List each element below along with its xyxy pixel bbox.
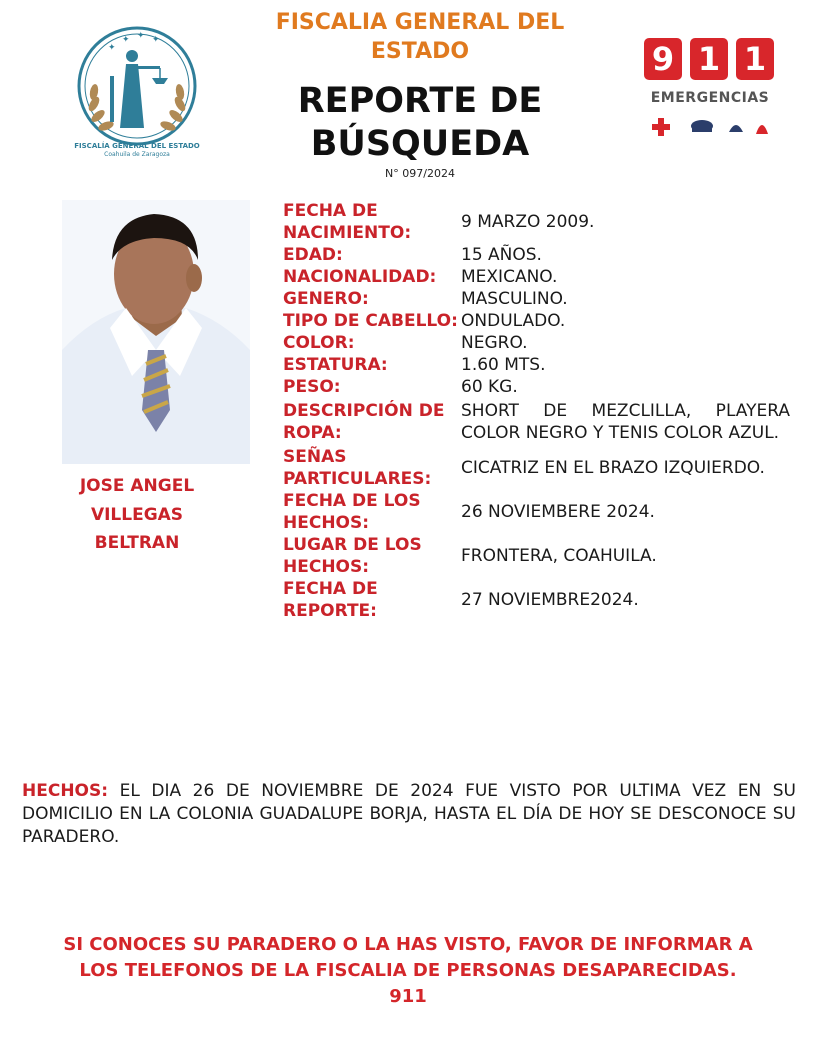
detail-label: FECHA DE NACIMIENTO:: [283, 201, 412, 243]
detail-row-height: [283, 354, 790, 376]
detail-value: 60 KG.: [461, 377, 518, 397]
detail-row-nationality: [283, 266, 790, 288]
detail-value: 27 NOVIEMBRE2024.: [461, 590, 639, 610]
detail-value: 15 AÑOS.: [461, 245, 542, 265]
fiscalia-logo: [70, 18, 204, 168]
detail-label: SEÑAS PARTICULARES:: [283, 447, 432, 489]
detail-value: MEXICANO.: [461, 267, 558, 287]
missing-person-photo: [62, 200, 250, 464]
detail-value: CICATRIZ EN EL BRAZO IZQUIERDO.: [461, 458, 765, 478]
page-title: [250, 80, 590, 166]
svg-text:✦: ✦: [122, 35, 130, 45]
svg-text:✦: ✦: [137, 31, 145, 41]
detail-label: ESTATURA:: [283, 355, 388, 375]
hechos-paragraph: [22, 780, 796, 849]
emergency-911-logo: [644, 38, 778, 138]
fire-helmet-icon: [756, 125, 768, 134]
detail-row-event-date: [283, 490, 790, 534]
rescue-helmet-icon: [729, 125, 743, 132]
detail-value: 9 MARZO 2009.: [461, 212, 595, 232]
hechos-label: HECHOS:: [22, 781, 109, 801]
detail-row-age: [283, 244, 790, 266]
detail-row-color: [283, 332, 790, 354]
title-line1: REPORTE DE: [297, 81, 543, 121]
detail-label: LUGAR DE LOS HECHOS:: [283, 535, 422, 577]
emergencias-label: EMERGENCIAS: [650, 90, 770, 106]
red-cross-icon: [652, 118, 670, 136]
detail-label: GENERO:: [283, 289, 369, 309]
hechos-text: EL DIA 26 DE NOVIEMBRE DE 2024 FUE VISTO POR ULTIMA VEZ EN SU DOMICILIO EN LA COLONIA GUADALUPE BORJA, HASTA EL DÍA DE HOY SE DESCONOCE SU PARADERO.: [22, 781, 796, 847]
person-details-table: [283, 200, 790, 622]
detail-label: NACIONALIDAD:: [283, 267, 437, 287]
detail-label: COLOR:: [283, 333, 355, 353]
cta-line1: SI CONOCES SU PARADERO O LA HAS VISTO, FAVOR DE INFORMAR A: [63, 934, 753, 955]
detail-value: 1.60 MTS.: [461, 355, 546, 375]
cta-phone: 911: [389, 986, 427, 1007]
detail-label: FECHA DE LOS HECHOS:: [283, 491, 421, 533]
organization-line1: FISCALIA GENERAL DEL: [275, 10, 565, 35]
svg-text:✦: ✦: [108, 43, 116, 53]
detail-value: 26 NOVIEMBERE 2024.: [461, 502, 655, 522]
detail-value: MASCULINO.: [461, 289, 568, 309]
digit-9: 9: [644, 38, 682, 80]
fiscalia-logo-line2: Coahuila de Zaragoza: [104, 151, 170, 158]
detail-row-report-date: [283, 578, 790, 622]
fiscalia-logo-line1: FISCALÍA GENERAL DEL ESTADO: [74, 142, 200, 150]
svg-text:✦: ✦: [152, 35, 160, 45]
digit-1b: 1: [736, 38, 774, 80]
emergency-services-icons: [644, 112, 778, 138]
detail-value: FRONTERA, COAHUILA.: [461, 546, 657, 566]
detail-row-gender: [283, 288, 790, 310]
detail-label: EDAD:: [283, 245, 343, 265]
name-line2: VILLEGAS: [90, 504, 184, 525]
call-to-action: [20, 932, 796, 1010]
digit-1a: 1: [690, 38, 728, 80]
title-line2: BÚSQUEDA: [310, 124, 530, 164]
detail-row-clothing: [283, 398, 790, 446]
detail-label: PESO:: [283, 377, 341, 397]
detail-label: FECHA DE REPORTE:: [283, 579, 378, 621]
detail-row-marks: [283, 446, 790, 490]
detail-value: NEGRO.: [461, 333, 528, 353]
detail-label: DESCRIPCIÓN DE ROPA:: [283, 401, 445, 443]
police-cap-icon: [691, 120, 713, 132]
report-number: N° 097/2024: [385, 167, 455, 180]
detail-value: ONDULADO.: [461, 311, 566, 331]
detail-row-hair-type: [283, 310, 790, 332]
detail-row-weight: [283, 376, 790, 398]
name-line1: JOSE ANGEL: [79, 476, 195, 496]
detail-row-birthdate: [283, 200, 790, 244]
cta-line2: LOS TELEFONOS DE LA FISCALIA DE PERSONAS DESAPARECIDAS.: [79, 960, 737, 981]
detail-row-event-place: [283, 534, 790, 578]
person-name: [40, 472, 234, 558]
name-line3: BELTRAN: [94, 533, 180, 553]
organization-line2: ESTADO: [370, 39, 470, 64]
organization-name: [240, 8, 600, 66]
detail-label: TIPO DE CABELLO:: [283, 311, 458, 331]
detail-value: SHORT DE MEZCLILLA, PLAYERA COLOR NEGRO Y TENIS COLOR AZUL.: [461, 401, 790, 443]
